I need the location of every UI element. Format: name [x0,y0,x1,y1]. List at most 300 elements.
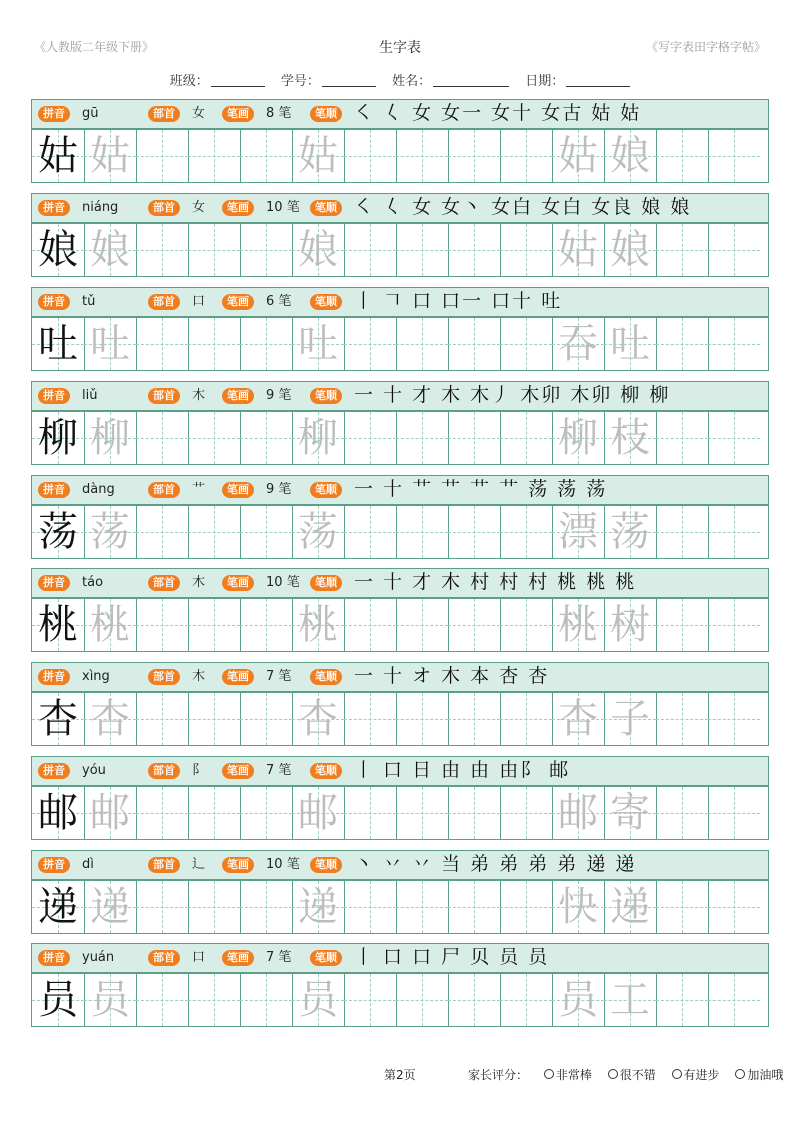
pinyin-tag: 拼音 [38,106,70,122]
stroke-order-sequence: 一 十 オ 木 本 杏 杏 [354,665,550,687]
writing-cell[interactable] [240,224,293,276]
stroke-count [266,574,300,592]
writing-cell[interactable] [448,318,501,370]
writing-cell[interactable] [84,974,137,1026]
writing-cell[interactable] [448,693,501,745]
radical-value: 女 [192,106,206,121]
writing-cell[interactable] [32,974,85,1026]
writing-cell[interactable] [708,130,768,182]
writing-cell[interactable] [448,412,501,464]
stroke-count-number: 9 [266,482,275,497]
writing-cell[interactable] [396,974,449,1026]
writing-cell[interactable] [188,599,241,651]
writing-cell[interactable] [188,881,241,933]
writing-cell[interactable] [344,318,397,370]
pinyin-value: yuán [82,950,115,965]
writing-cell[interactable] [188,412,241,464]
stroke-order-tag: 笔顺 [310,294,342,310]
stroke-order-sequence: ㇛ 𡿨 女 女丶 女白 女白 女良 娘 娘 [354,196,692,218]
writing-cell[interactable] [32,318,85,370]
writing-cell[interactable] [708,318,768,370]
writing-cell[interactable] [84,318,137,370]
stroke-order-sequence: 丶 丷 丷 当 弟 弟 弟 弟 递 递 [354,853,637,875]
tracing-character: 柳 [298,415,338,461]
writing-cell[interactable] [188,318,241,370]
stroke-count-unit: 笔 [278,388,292,403]
character-row [31,99,769,187]
stroke-order-sequence: 一 十 才 木 村 村 村 桃 桃 桃 [354,571,637,593]
stroke-count-number: 10 [266,857,283,872]
writing-cell[interactable] [32,412,85,464]
writing-cell[interactable] [448,787,501,839]
radical-tag: 部首 [148,294,180,310]
writing-cell[interactable] [448,881,501,933]
tracing-character: 邮 [90,790,130,836]
stroke-count [266,481,291,499]
writing-cell[interactable] [500,599,553,651]
writing-cell[interactable] [292,787,345,839]
pinyin-tag: 拼音 [38,482,70,498]
writing-cell[interactable] [604,693,657,745]
writing-cell[interactable] [136,881,189,933]
writing-cell[interactable] [396,318,449,370]
tracing-character: 吐 [298,321,338,367]
tracing-character: 荡 [90,509,130,555]
word-example-character: 吞 [558,321,598,367]
writing-cell[interactable] [84,224,137,276]
writing-cell[interactable] [84,599,137,651]
character-row [31,662,769,750]
pinyin-tag: 拼音 [38,669,70,685]
character-info-bar [31,287,769,317]
writing-cell[interactable] [188,130,241,182]
writing-cell[interactable] [708,506,768,558]
strokes-tag: 笔画 [222,763,254,779]
writing-cell[interactable] [396,412,449,464]
tianzige-grid [31,786,769,840]
strokes-tag: 笔画 [222,200,254,216]
rating-label: 家长评分： [468,1068,529,1082]
stroke-count [266,105,291,123]
rating-option-good[interactable]: 很不错 [608,1066,656,1083]
tracing-character: 荡 [298,509,338,555]
word-example-character: 工 [610,977,650,1023]
character-row [31,193,769,281]
pinyin-tag: 拼音 [38,857,70,873]
word-example-character: 快 [558,884,598,930]
tracing-character: 桃 [298,602,338,648]
writing-cell[interactable] [708,974,768,1026]
writing-cell[interactable] [552,599,605,651]
name-field[interactable] [392,70,509,89]
tracing-character: 递 [298,884,338,930]
writing-cell[interactable] [344,974,397,1026]
writing-cell[interactable] [500,130,553,182]
writing-cell[interactable] [136,412,189,464]
writing-cell[interactable] [396,506,449,558]
writing-cell[interactable] [500,412,553,464]
writing-cell[interactable] [604,974,657,1026]
writing-cell[interactable] [656,130,709,182]
writing-cell[interactable] [396,130,449,182]
writing-cell[interactable] [136,506,189,558]
writing-cell[interactable] [448,974,501,1026]
word-example-character: 荡 [610,509,650,555]
tracing-character: 员 [298,977,338,1023]
student-info-line [0,70,800,89]
writing-cell[interactable] [344,224,397,276]
writing-cell[interactable] [396,881,449,933]
writing-cell[interactable] [32,224,85,276]
writing-cell[interactable] [448,130,501,182]
word-example-character: 吐 [610,321,650,367]
class-field[interactable] [170,70,265,89]
writing-cell[interactable] [656,412,709,464]
character-row [31,943,769,1031]
writing-cell[interactable] [32,599,85,651]
stroke-order-sequence: 一 十 才 木 木丿 木卯 木卯 柳 柳 [354,384,671,406]
writing-cell[interactable] [292,130,345,182]
strokes-tag: 笔画 [222,950,254,966]
writing-cell[interactable] [32,130,85,182]
tianzige-grid [31,598,769,652]
radical-tag: 部首 [148,857,180,873]
writing-cell[interactable] [188,974,241,1026]
strokes-tag: 笔画 [222,575,254,591]
stroke-count [266,762,291,780]
writing-cell[interactable] [604,787,657,839]
tracing-character: 娘 [298,227,338,273]
stroke-count-number: 7 [266,763,275,778]
pinyin-value: niáng [82,200,119,215]
radical-tag: 部首 [148,575,180,591]
writing-cell[interactable] [292,974,345,1026]
writing-cell[interactable] [292,881,345,933]
model-character: 吐 [38,321,78,367]
writing-cell[interactable] [656,693,709,745]
stroke-count [266,668,291,686]
writing-cell[interactable] [500,506,553,558]
radical-tag: 部首 [148,669,180,685]
radical-tag: 部首 [148,388,180,404]
character-info-bar [31,756,769,786]
radical-tag: 部首 [148,950,180,966]
writing-cell[interactable] [500,224,553,276]
writing-cell[interactable] [604,224,657,276]
writing-cell[interactable] [604,412,657,464]
writing-cell[interactable] [32,506,85,558]
writing-cell[interactable] [240,130,293,182]
stroke-count [266,293,291,311]
pinyin-tag: 拼音 [38,388,70,404]
writing-cell[interactable] [344,599,397,651]
writing-cell[interactable] [292,318,345,370]
stroke-count-number: 10 [266,200,283,215]
writing-cell[interactable] [344,787,397,839]
writing-cell[interactable] [708,412,768,464]
writing-cell[interactable] [344,693,397,745]
stroke-order-sequence: 一 十 艹 艹 艹 艹 荡 荡 荡 [354,478,608,500]
writing-cell[interactable] [240,974,293,1026]
page-number: 第2页 [384,1068,416,1082]
character-row [31,850,769,938]
writing-cell[interactable] [84,693,137,745]
character-info-bar [31,850,769,880]
strokes-tag: 笔画 [222,669,254,685]
stroke-count-unit: 笔 [278,106,292,121]
writing-cell[interactable] [448,599,501,651]
writing-cell[interactable] [84,506,137,558]
writing-cell[interactable] [240,693,293,745]
tianzige-grid [31,973,769,1027]
writing-cell[interactable] [656,881,709,933]
rating-option-progress[interactable]: 有进步 [672,1066,720,1083]
writing-cell[interactable] [500,693,553,745]
stroke-order-sequence: ㇛ 𡿨 女 女一 女十 女古 姑 姑 [354,102,642,124]
rating-option-keep-going[interactable]: 加油哦 [735,1066,783,1083]
writing-cell[interactable] [448,506,501,558]
class-label: 班级： [169,74,209,89]
writing-cell[interactable] [136,974,189,1026]
stroke-count-number: 7 [266,950,275,965]
writing-cell[interactable] [84,881,137,933]
word-example-character: 树 [610,602,650,648]
writing-cell[interactable] [656,224,709,276]
writing-cell[interactable] [292,599,345,651]
model-character: 柳 [38,415,78,461]
model-character: 娘 [38,227,78,273]
student-id-label: 学号： [280,74,320,89]
writing-cell[interactable] [240,506,293,558]
writing-cell[interactable] [240,881,293,933]
stroke-count-number: 6 [266,294,275,309]
word-example-character: 娘 [610,227,650,273]
stroke-count-unit: 笔 [278,763,292,778]
book-title-left: 《人教版二年级下册》 [34,40,155,54]
pinyin-value: táo [82,575,104,590]
tracing-character: 杏 [90,696,130,742]
radical-tag: 部首 [148,106,180,122]
character-row [31,568,769,656]
stroke-order-sequence: 丨 口 口 尸 贝 员 员 [354,946,550,968]
parent-rating [468,1066,783,1083]
character-info-bar [31,943,769,973]
strokes-tag: 笔画 [222,106,254,122]
writing-cell[interactable] [396,224,449,276]
writing-cell[interactable] [188,693,241,745]
stroke-count-unit: 笔 [278,294,292,309]
tianzige-grid [31,880,769,934]
stroke-count [266,949,291,967]
tracing-character: 员 [90,977,130,1023]
stroke-order-sequence: 丨 口 日 由 由 由阝 邮 [354,759,571,781]
character-info-bar [31,568,769,598]
student-id-field[interactable] [281,70,376,89]
writing-cell[interactable] [240,318,293,370]
writing-cell[interactable] [32,787,85,839]
character-row [31,381,769,469]
writing-cell[interactable] [552,787,605,839]
writing-cell[interactable] [188,224,241,276]
writing-cell[interactable] [84,130,137,182]
pinyin-value: gū [82,106,99,121]
writing-cell[interactable] [604,506,657,558]
writing-cell[interactable] [136,130,189,182]
writing-cell[interactable] [552,506,605,558]
pinyin-tag: 拼音 [38,575,70,591]
radical-value: 辶 [192,857,206,872]
writing-cell[interactable] [656,506,709,558]
writing-cell[interactable] [136,787,189,839]
writing-cell[interactable] [552,974,605,1026]
pinyin-value: yóu [82,763,106,778]
stroke-order-tag: 笔顺 [310,106,342,122]
writing-cell[interactable] [344,130,397,182]
writing-cell[interactable] [500,787,553,839]
pinyin-value: dì [82,857,94,872]
pinyin-tag: 拼音 [38,200,70,216]
date-label: 日期： [525,74,565,89]
word-example-character: 桃 [558,602,598,648]
page-title: 生字表 [379,40,421,56]
writing-cell[interactable] [552,693,605,745]
model-character: 姑 [38,133,78,179]
writing-cell[interactable] [708,881,768,933]
writing-cell[interactable] [396,693,449,745]
writing-cell[interactable] [604,599,657,651]
writing-cell[interactable] [344,412,397,464]
tianzige-grid [31,692,769,746]
pinyin-tag: 拼音 [38,763,70,779]
writing-cell[interactable] [656,974,709,1026]
stroke-order-tag: 笔顺 [310,669,342,685]
word-example-character: 邮 [558,790,598,836]
writing-cell[interactable] [136,693,189,745]
radio-circle-icon [735,1069,745,1079]
word-example-character: 寄 [610,790,650,836]
pinyin-tag: 拼音 [38,294,70,310]
writing-cell[interactable] [84,787,137,839]
writing-cell[interactable] [240,412,293,464]
writing-cell[interactable] [240,599,293,651]
tianzige-grid [31,411,769,465]
character-info-bar [31,99,769,129]
tracing-character: 吐 [90,321,130,367]
radical-value: 木 [192,388,206,403]
writing-cell[interactable] [552,881,605,933]
writing-cell[interactable] [552,130,605,182]
tianzige-grid [31,317,769,371]
writing-cell[interactable] [292,224,345,276]
writing-cell[interactable] [708,693,768,745]
stroke-count-number: 10 [266,575,283,590]
stroke-count-number: 7 [266,669,275,684]
rating-option-excellent[interactable]: 非常棒 [544,1066,592,1083]
stroke-count-unit: 笔 [286,575,300,590]
writing-cell[interactable] [292,693,345,745]
writing-cell[interactable] [552,412,605,464]
writing-cell[interactable] [292,412,345,464]
writing-cell[interactable] [396,599,449,651]
writing-cell[interactable] [604,881,657,933]
writing-cell[interactable] [500,318,553,370]
writing-cell[interactable] [396,787,449,839]
pinyin-value: xìng [82,669,110,684]
word-example-character: 枝 [610,415,650,461]
strokes-tag: 笔画 [222,294,254,310]
writing-cell[interactable] [344,506,397,558]
writing-cell[interactable] [136,599,189,651]
date-field[interactable] [525,70,630,89]
writing-cell[interactable] [656,318,709,370]
character-info-bar [31,193,769,223]
tianzige-grid [31,223,769,277]
radical-tag: 部首 [148,200,180,216]
tracing-character: 柳 [90,415,130,461]
stroke-count-unit: 笔 [278,482,292,497]
writing-cell[interactable] [344,881,397,933]
writing-cell[interactable] [188,787,241,839]
writing-cell[interactable] [84,412,137,464]
stroke-order-tag: 笔顺 [310,575,342,591]
stroke-order-tag: 笔顺 [310,950,342,966]
writing-cell[interactable] [708,787,768,839]
writing-cell[interactable] [32,693,85,745]
writing-cell[interactable] [136,318,189,370]
writing-cell[interactable] [708,224,768,276]
tracing-character: 姑 [90,133,130,179]
writing-cell[interactable] [604,130,657,182]
writing-cell[interactable] [656,787,709,839]
word-example-character: 柳 [558,415,598,461]
word-example-character: 姑 [558,133,598,179]
radical-tag: 部首 [148,482,180,498]
stroke-order-tag: 笔顺 [310,482,342,498]
stroke-count [266,387,291,405]
pinyin-value: tǔ [82,294,96,309]
radical-tag: 部首 [148,763,180,779]
writing-cell[interactable] [708,599,768,651]
pinyin-value: dàng [82,482,115,497]
pinyin-tag: 拼音 [38,950,70,966]
tracing-character: 娘 [90,227,130,273]
model-character: 杏 [38,696,78,742]
tracing-character: 姑 [298,133,338,179]
writing-cell[interactable] [656,599,709,651]
writing-cell[interactable] [604,318,657,370]
tracing-character: 邮 [298,790,338,836]
radio-circle-icon [544,1069,554,1079]
writing-cell[interactable] [500,974,553,1026]
writing-cell[interactable] [240,787,293,839]
strokes-tag: 笔画 [222,857,254,873]
radical-value: 口 [192,294,206,309]
writing-cell[interactable] [552,318,605,370]
writing-cell[interactable] [500,881,553,933]
writing-cell[interactable] [188,506,241,558]
writing-cell[interactable] [32,881,85,933]
stroke-count [266,199,300,217]
writing-cell[interactable] [136,224,189,276]
model-character: 荡 [38,509,78,555]
character-row [31,287,769,375]
tracing-character: 杏 [298,696,338,742]
model-character: 桃 [38,602,78,648]
writing-cell[interactable] [448,224,501,276]
stroke-order-tag: 笔顺 [310,763,342,779]
writing-cell[interactable] [552,224,605,276]
writing-cell[interactable] [292,506,345,558]
